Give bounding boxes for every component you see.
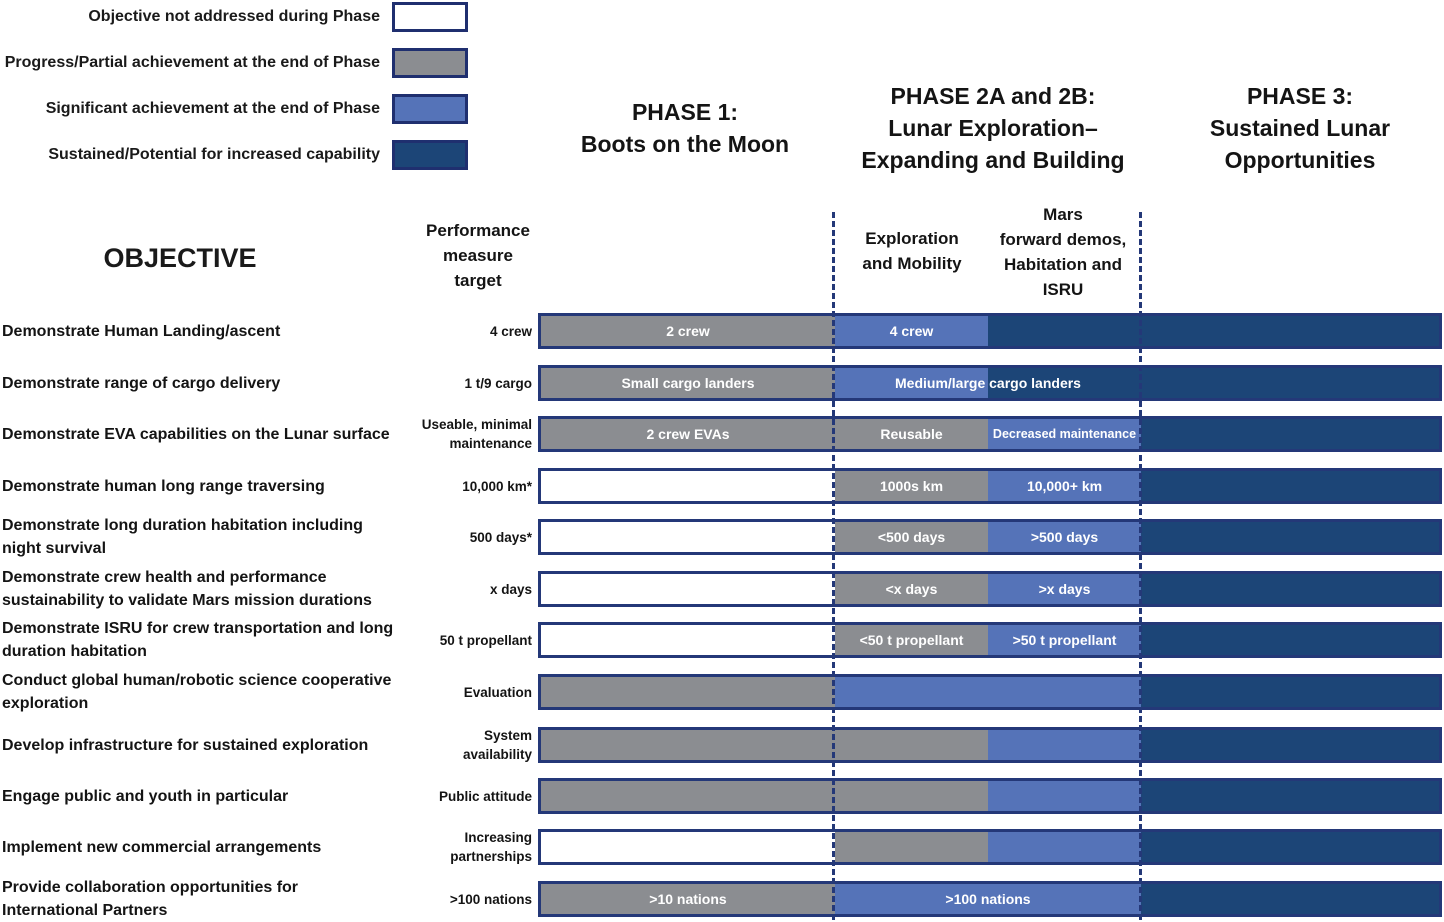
phase-2-title-line1: PHASE 2A and 2B: xyxy=(890,83,1096,109)
objective-label xyxy=(2,320,402,343)
bar-label: Small cargo landers xyxy=(621,375,755,391)
bar-label: Decreased maintenance xyxy=(992,427,1137,441)
target-column-header xyxy=(410,218,546,293)
phase-bar xyxy=(538,778,1442,814)
bar-segment-p1 xyxy=(541,730,835,760)
legend-label-sustained: Sustained/Potential for increased capability xyxy=(48,146,380,163)
performance-target xyxy=(400,787,532,806)
objective-label xyxy=(2,734,402,757)
bar-segment-p3 xyxy=(1141,419,1439,449)
performance-target-line: Evaluation xyxy=(463,684,532,700)
objective-label-line: International Partners xyxy=(2,902,168,919)
bar-label: Reusable xyxy=(880,426,943,442)
legend-label-not-addressed: Objective not addressed during Phase xyxy=(88,8,380,25)
phase-3-title-line1: PHASE 3: xyxy=(1246,83,1354,109)
target-header-line3: target xyxy=(454,271,502,290)
objective-label-line: Conduct global human/robotic science cooperative xyxy=(2,672,392,689)
bar-segment-p3 xyxy=(1141,316,1439,346)
bar-segment-p2a xyxy=(835,832,988,862)
bar-segment-p3 xyxy=(1141,625,1439,655)
phase-1-title-line1: PHASE 1: xyxy=(631,99,739,125)
phase-2-title-line2: Lunar Exploration– xyxy=(888,115,1098,141)
performance-target xyxy=(400,477,532,496)
bar-segment-p2b xyxy=(988,316,1141,346)
objective-label-line: sustainability to validate Mars mission durations xyxy=(2,592,372,609)
performance-target-line: 50 t propellant xyxy=(439,632,532,648)
objective-label xyxy=(2,514,402,560)
bar-segment-p2b xyxy=(988,730,1141,760)
bar-segment-p1 xyxy=(541,781,835,811)
objective-label-line: Demonstrate range of cargo delivery xyxy=(2,374,281,392)
bar-segment-p3 xyxy=(1141,574,1439,604)
phase-2-title-line3: Expanding and Building xyxy=(861,147,1125,173)
objective-label xyxy=(2,475,402,498)
bar-segment-p1 xyxy=(541,625,835,655)
bar-segment-p3 xyxy=(1141,832,1439,862)
phase-2b-subheader-line4: ISRU xyxy=(1042,280,1084,299)
phase-3-title-line2: Sustained Lunar xyxy=(1209,115,1391,141)
objective-label-line: Demonstrate EVA capabilities on the Lunar surface xyxy=(2,425,390,443)
phase-3-title-line3: Opportunities xyxy=(1224,147,1376,173)
objective-label xyxy=(2,836,402,859)
bar-label: >10 nations xyxy=(649,891,727,907)
objective-label-line: Provide collaboration opportunities for xyxy=(2,879,299,896)
objective-label-line: Develop infrastructure for sustained exploration xyxy=(2,736,369,754)
bar-label: <x days xyxy=(885,581,938,597)
performance-target-line: 500 days* xyxy=(469,529,532,545)
bar-label: <500 days xyxy=(877,529,946,545)
phase-bar xyxy=(538,829,1442,865)
legend-swatch-significant xyxy=(392,94,468,124)
objective-label-line: Demonstrate Human Landing/ascent xyxy=(2,322,281,340)
phase-bar xyxy=(538,674,1442,710)
performance-target-line: x days xyxy=(489,581,532,597)
performance-target xyxy=(400,374,532,393)
performance-target-line: 4 crew xyxy=(489,323,532,339)
bar-label: 10,000+ km xyxy=(1026,478,1103,494)
phase-bar xyxy=(538,365,1442,401)
objective-label-line: Implement new commercial arrangements xyxy=(2,838,322,856)
bar-segment-p3 xyxy=(1141,730,1439,760)
phase-3-title xyxy=(1160,80,1440,176)
performance-target-line: maintenance xyxy=(449,436,532,451)
legend-swatch-sustained xyxy=(392,140,468,170)
performance-target-line: 10,000 km* xyxy=(462,478,532,494)
phase-2-3-divider xyxy=(1139,212,1142,920)
objective-label xyxy=(2,423,402,446)
phase-bar xyxy=(538,571,1442,607)
performance-target xyxy=(400,631,532,650)
bar-label: 2 crew xyxy=(666,323,710,339)
bar-segment-p1 xyxy=(541,677,835,707)
objective-label-line: Demonstrate ISRU for crew transportation and long xyxy=(2,620,394,637)
performance-target xyxy=(400,415,532,453)
bar-segment-p2b xyxy=(988,677,1141,707)
performance-target xyxy=(400,683,532,702)
legend-label-significant: Significant achievement at the end of Phase xyxy=(45,100,380,117)
bar-segment-p3 xyxy=(1141,781,1439,811)
performance-target xyxy=(400,322,532,341)
objective-label-line: Engage public and youth in particular xyxy=(2,787,289,805)
objective-label xyxy=(2,876,402,922)
legend-swatch-not-addressed xyxy=(392,2,468,32)
bar-segment-p3 xyxy=(1141,677,1439,707)
target-header-line1: Performance xyxy=(426,221,530,240)
performance-target-line: Increasing xyxy=(464,830,532,845)
objective-label-line: exploration xyxy=(2,695,89,712)
objective-label-line: night survival xyxy=(2,540,107,557)
phase-bar xyxy=(538,416,1442,452)
bar-segment-p3 xyxy=(1141,368,1439,398)
bar-label: 4 crew xyxy=(889,323,934,339)
objective-label-line: Demonstrate crew health and performance xyxy=(2,569,327,586)
bar-segment-p2a xyxy=(835,677,988,707)
performance-target xyxy=(400,890,532,909)
bar-segment-p1 xyxy=(541,574,835,604)
phase-bar xyxy=(538,519,1442,555)
target-header-line2: measure xyxy=(443,246,513,265)
phase-2b-subheader-line2: forward demos, xyxy=(999,230,1127,249)
bar-label: >500 days xyxy=(1030,529,1099,545)
objective-label xyxy=(2,669,402,715)
legend-label-partial: Progress/Partial achievement at the end of Phase xyxy=(4,54,380,71)
phase-1-title-line2: Boots on the Moon xyxy=(580,131,790,157)
bar-segment-p2b xyxy=(988,832,1141,862)
phase-2b-subheader-line3: Habitation and xyxy=(1003,255,1123,274)
objective-label xyxy=(2,372,402,395)
performance-target-line: 1 t/9 cargo xyxy=(464,375,532,391)
bar-segment-p1 xyxy=(541,471,835,501)
bar-segment-p3 xyxy=(1141,471,1439,501)
bar-label: Medium/large cargo landers xyxy=(895,375,1081,391)
performance-target xyxy=(400,828,532,866)
bar-segment-p2a xyxy=(835,730,988,760)
bar-segment-p3 xyxy=(1141,522,1439,552)
bar-label: >100 nations xyxy=(945,891,1031,907)
bar-segment-p1 xyxy=(541,832,835,862)
objective-label xyxy=(2,566,402,612)
performance-target-line: Useable, minimal xyxy=(421,417,532,432)
bar-segment-p1 xyxy=(541,522,835,552)
objective-column-header: OBJECTIVE xyxy=(103,243,257,273)
phase-bar xyxy=(538,622,1442,658)
performance-target-line: System xyxy=(483,728,532,743)
bar-segment-p2a xyxy=(835,781,988,811)
objective-label-line: Demonstrate human long range traversing xyxy=(2,477,325,495)
bar-label: 1000s km xyxy=(879,478,944,494)
phase-2-title xyxy=(838,80,1148,176)
phase-bar xyxy=(538,313,1442,349)
phase-2a-subheader xyxy=(838,226,986,276)
performance-target xyxy=(400,528,532,547)
objective-label xyxy=(2,785,402,808)
performance-target-line: >100 nations xyxy=(449,891,532,907)
phase-bar xyxy=(538,881,1442,917)
bar-segment-p3 xyxy=(1141,884,1439,914)
objective-label-line: duration habitation xyxy=(2,643,147,660)
phase-2b-subheader-line1: Mars xyxy=(1043,205,1083,224)
objective-label xyxy=(2,617,402,663)
performance-target-line: Public attitude xyxy=(438,788,532,804)
performance-target-line: partnerships xyxy=(450,849,532,864)
performance-target xyxy=(400,726,532,764)
phase-2b-subheader xyxy=(988,202,1138,302)
phase-2a-subheader-line2: and Mobility xyxy=(862,254,962,273)
phase-bar xyxy=(538,468,1442,504)
bar-label: >50 t propellant xyxy=(1012,632,1117,648)
objective-label-line: Demonstrate long duration habitation including xyxy=(2,517,363,534)
phase-2a-subheader-line1: Exploration xyxy=(865,229,959,248)
bar-label: 2 crew EVAs xyxy=(646,426,730,442)
performance-target xyxy=(400,580,532,599)
performance-target-line: availability xyxy=(462,747,532,762)
phase-bar xyxy=(538,727,1442,763)
bar-segment-p2b xyxy=(988,781,1141,811)
phase-1-2-divider xyxy=(832,212,835,920)
bar-label: >x days xyxy=(1038,581,1091,597)
bar-label: <50 t propellant xyxy=(859,632,964,648)
legend-swatch-partial xyxy=(392,48,468,78)
phase-1-title xyxy=(545,96,825,160)
